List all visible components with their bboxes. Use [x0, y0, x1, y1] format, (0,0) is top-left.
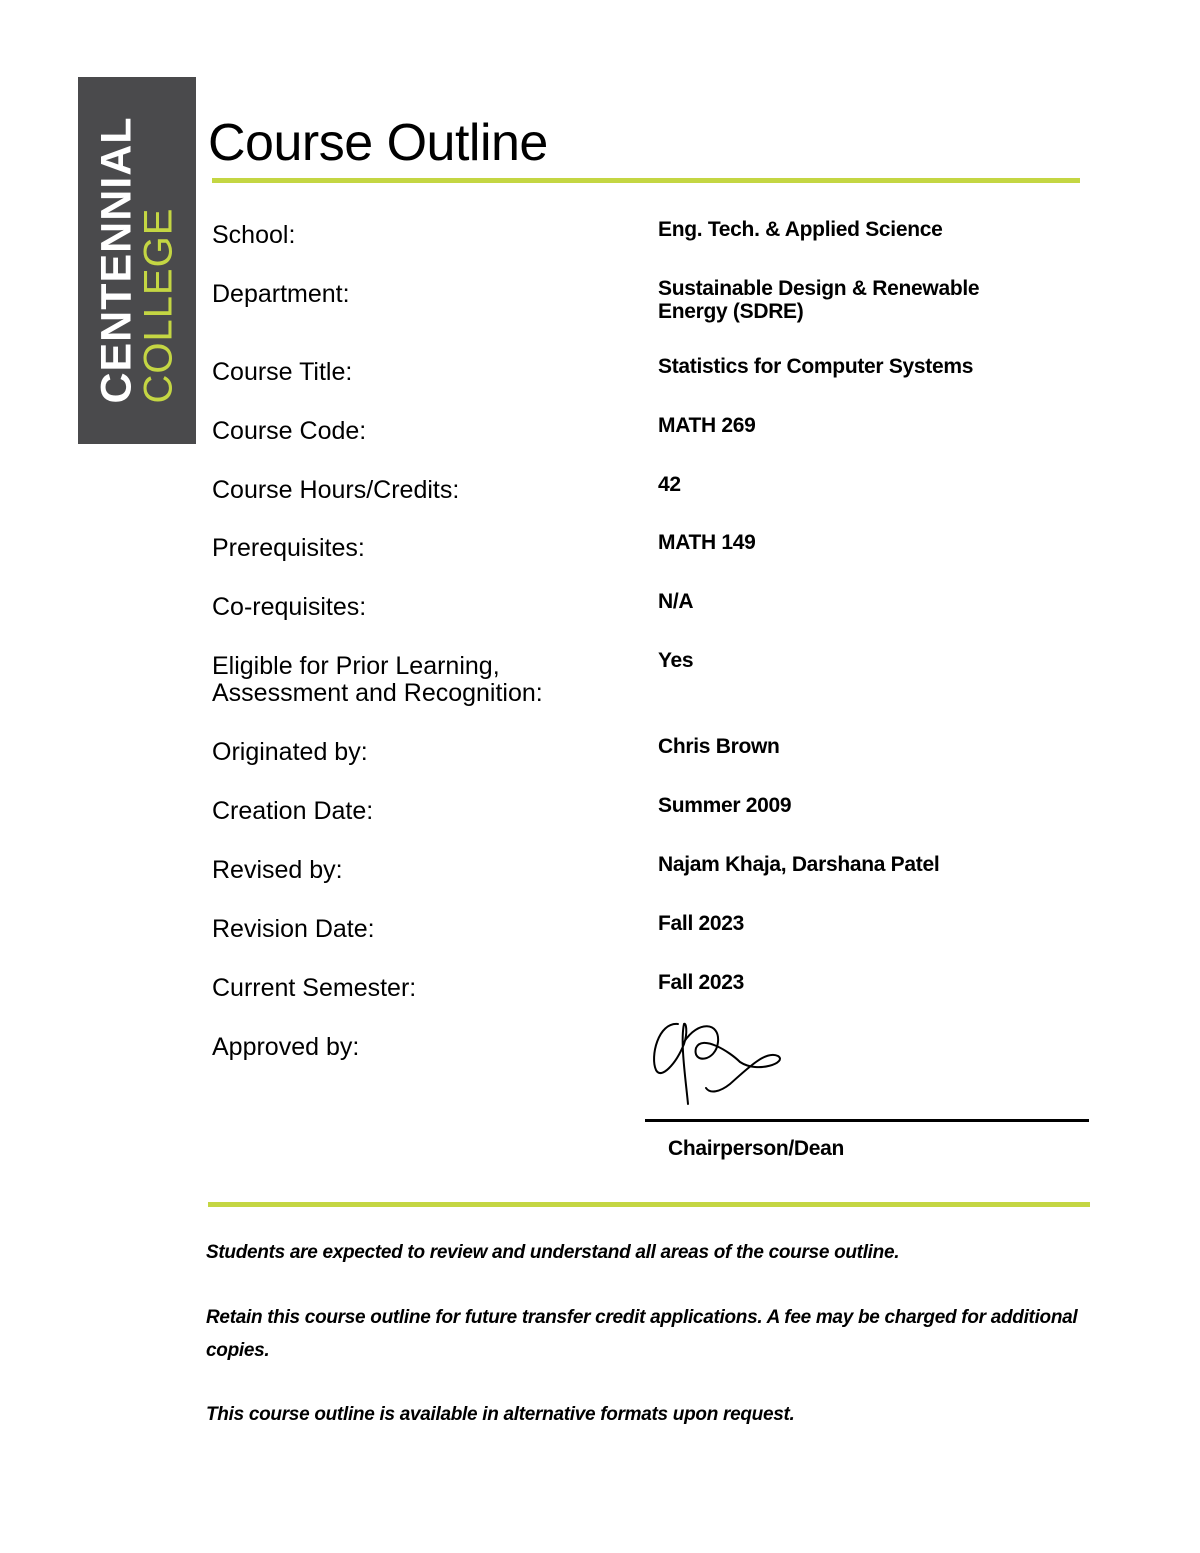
field-value: Eng. Tech. & Applied Science	[658, 218, 943, 241]
field-value: Fall 2023	[658, 912, 745, 935]
note-retain: Retain this course outline for future transfer credit applications. A fee may be charged for additional copies.	[206, 1307, 1078, 1361]
footer-divider	[208, 1202, 1090, 1207]
field-value: Summer 2009	[658, 794, 792, 817]
college-logo	[78, 77, 196, 444]
field-value: 42	[658, 473, 681, 496]
field-value: Sustainable Design & Renewable Energy (SDRE)	[658, 277, 980, 323]
field-label: Course Hours/Credits:	[212, 476, 460, 504]
logo-wordmark	[92, 116, 181, 404]
field-label: Creation Date:	[212, 797, 374, 825]
field-value: Statistics for Computer Systems	[658, 355, 974, 378]
note-alternative-formats: This course outline is available in alternative formats upon request.	[206, 1404, 795, 1425]
title-divider	[212, 178, 1080, 183]
signature-line	[645, 1119, 1089, 1122]
signature-image	[648, 1012, 798, 1112]
field-label: Eligible for Prior Learning, Assessment and Recognition:	[212, 652, 543, 707]
signature-caption: Chairperson/Dean	[668, 1137, 845, 1160]
field-label: Approved by:	[212, 1033, 360, 1061]
field-label: Revision Date:	[212, 915, 375, 943]
field-value: Najam Khaja, Darshana Patel	[658, 853, 940, 876]
field-label: Department:	[212, 280, 350, 308]
field-value: MATH 149	[658, 531, 756, 554]
logo-line-centennial: CENTENNIAL	[92, 116, 141, 404]
field-label: Revised by:	[212, 856, 343, 884]
field-value: Yes	[658, 649, 694, 672]
field-label: Co-requisites:	[212, 593, 367, 621]
field-value: Chris Brown	[658, 735, 780, 758]
page-title: Course Outline	[208, 114, 548, 172]
note-review: Students are expected to review and understand all areas of the course outline.	[206, 1242, 900, 1263]
field-label: Prerequisites:	[212, 534, 365, 562]
field-value: MATH 269	[658, 414, 756, 437]
field-label: Course Code:	[212, 417, 367, 445]
field-label: Current Semester:	[212, 974, 417, 1002]
field-value: Fall 2023	[658, 971, 745, 994]
field-label: Originated by:	[212, 738, 368, 766]
field-label: Course Title:	[212, 358, 353, 386]
field-label: School:	[212, 221, 296, 249]
logo-line-college: COLLEGE	[136, 207, 181, 404]
field-value: N/A	[658, 590, 694, 613]
